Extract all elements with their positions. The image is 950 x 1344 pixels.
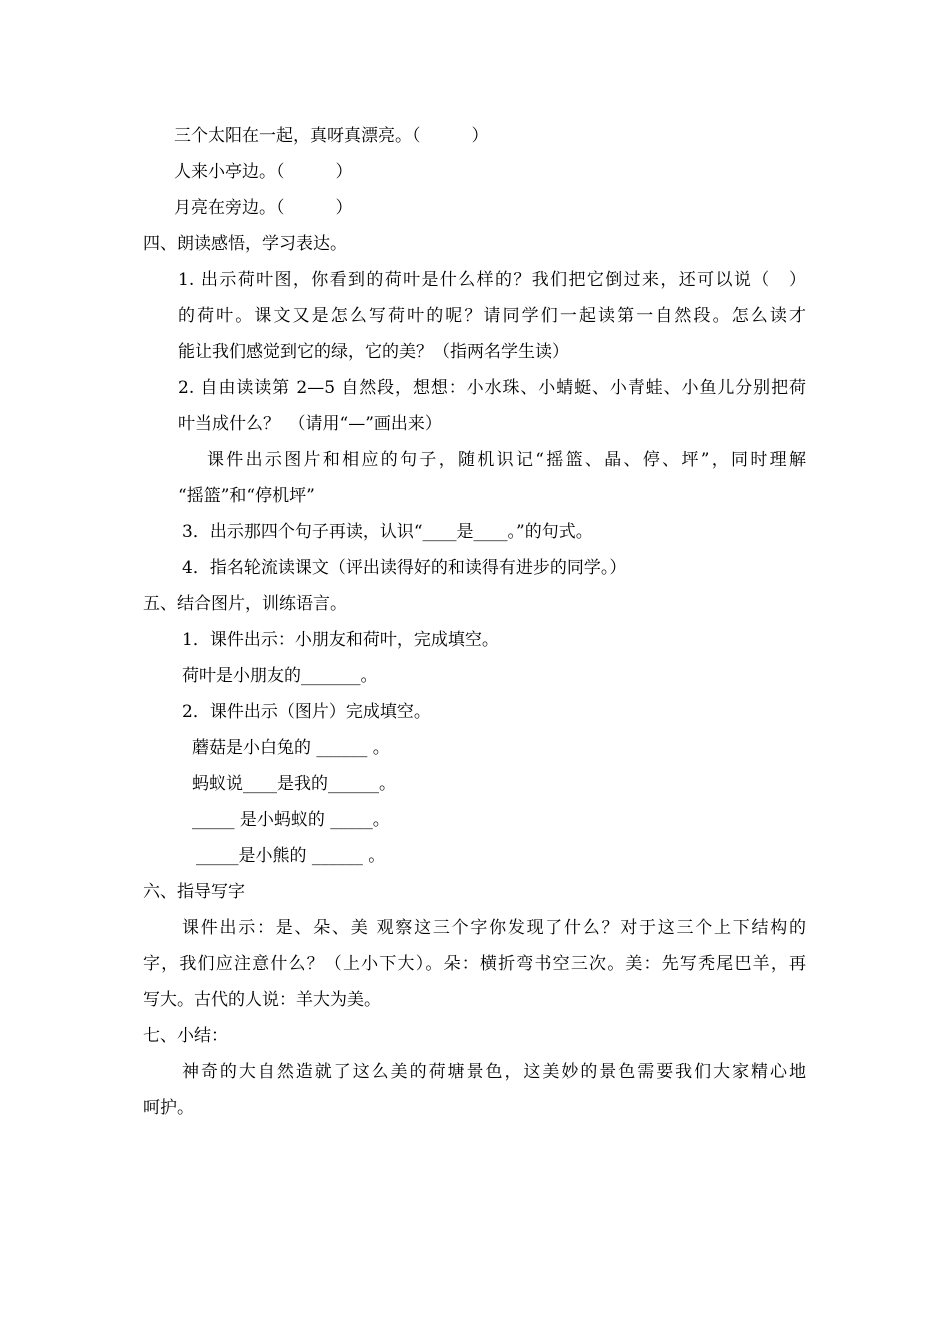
- section-heading: 六、指导写字: [143, 882, 245, 902]
- text-line: 2．课件出示（图片）完成填空。: [182, 702, 431, 722]
- section-heading: 七、小结：: [143, 1026, 228, 1046]
- text-line: 神奇的大自然造就了这么美的荷塘景色，这美妙的景色需要我们大家精心地: [182, 1062, 806, 1082]
- text-line: 人来小亭边。（ ）: [174, 162, 353, 182]
- text-line: _____是小熊的 ______ 。: [196, 846, 386, 866]
- text-line: 写大。古代的人说：羊大为美。: [143, 990, 381, 1010]
- text-line: 2. 自由读读第 2—5 自然段，想想：小水珠、小蜻蜓、小青蛙、小鱼儿分别把荷: [178, 378, 806, 398]
- text-line: 1. 出示荷叶图，你看到的荷叶是什么样的？我们把它倒过来，还可以说（ ）: [178, 270, 806, 290]
- text-line: _____ 是小蚂蚁的 _____。: [192, 810, 390, 830]
- text-line: 课件出示：是、朵、美 观察这三个字你发现了什么？对于这三个上下结构的: [182, 918, 806, 938]
- text-line: 字，我们应注意什么？（上小下大）。朵：横折弯书空三次。美：先写秃尾巴羊，再: [143, 954, 806, 974]
- section-heading: 四、朗读感悟，学习表达。: [143, 234, 347, 254]
- text-line: 4．指名轮流读课文（评出读得好的和读得有进步的同学。）: [182, 558, 627, 578]
- text-line: 的荷叶。课文又是怎么写荷叶的呢？请同学们一起读第一自然段。怎么读才: [178, 306, 806, 326]
- text-line: 叶当成什么？ （请用“—”画出来）: [178, 414, 442, 434]
- text-line: 3．出示那四个句子再读，认识“____是____。”的句式。: [182, 522, 593, 542]
- text-line: 月亮在旁边。（ ）: [174, 198, 353, 218]
- text-line: 三个太阳在一起，真呀真漂亮。（ ）: [174, 126, 489, 146]
- text-line: 蚂蚁说____是我的______。: [192, 774, 396, 794]
- text-line: 能让我们感觉到它的绿，它的美？（指两名学生读）: [178, 342, 569, 362]
- text-line: 荷叶是小朋友的_______。: [182, 666, 378, 686]
- text-line: 1．课件出示：小朋友和荷叶，完成填空。: [182, 630, 499, 650]
- text-line: “摇篮”和“停机坪”: [178, 486, 315, 506]
- text-line: 蘑菇是小白兔的 ______ 。: [192, 738, 390, 758]
- section-heading: 五、结合图片，训练语言。: [143, 594, 347, 614]
- text-line: 呵护。: [143, 1098, 194, 1118]
- text-line: 课件出示图片和相应的句子，随机识记“摇篮、晶、停、坪”，同时理解: [207, 450, 806, 470]
